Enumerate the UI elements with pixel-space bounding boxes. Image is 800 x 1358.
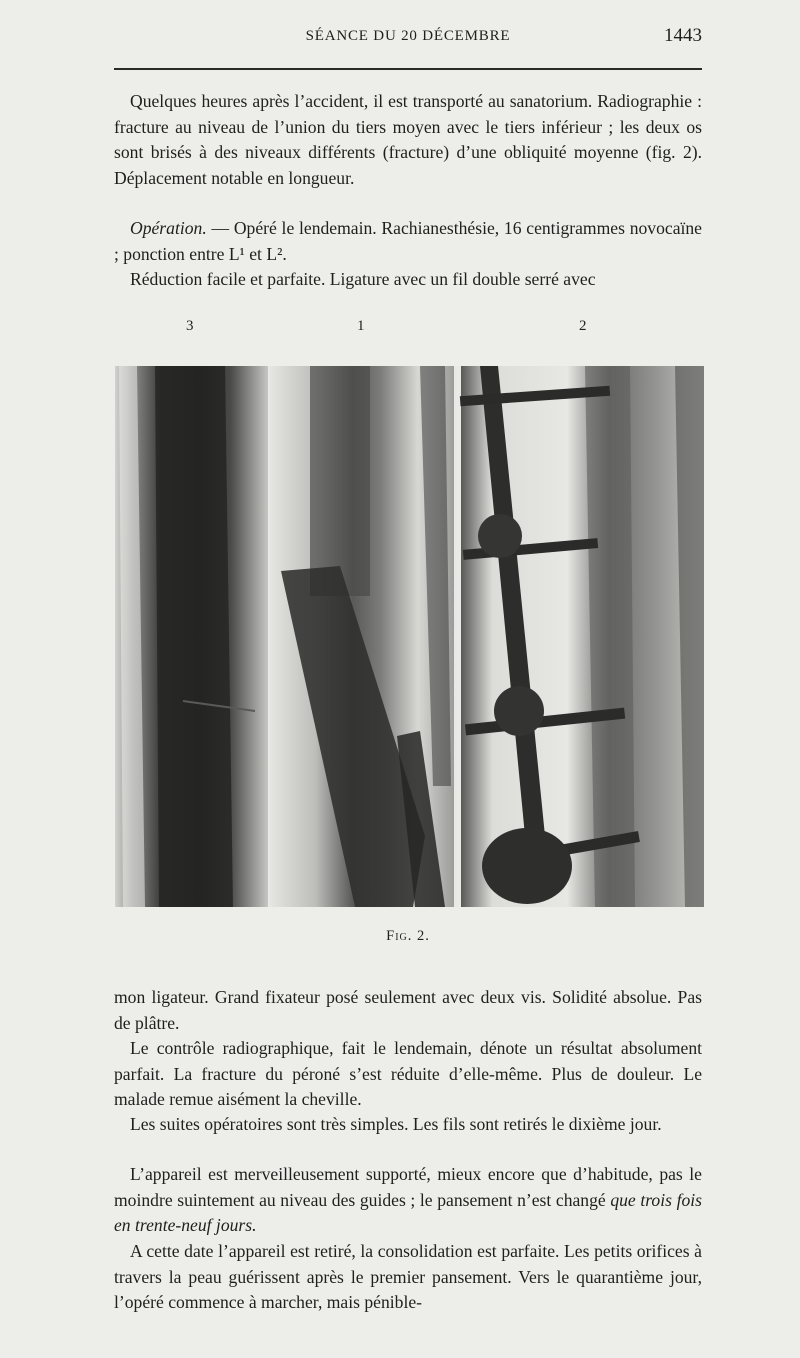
header-rule: [114, 68, 702, 70]
panel-label-3: 3: [186, 318, 194, 334]
operation-label: Opération.: [130, 218, 207, 238]
paragraph-consolidation: A cette date l’appareil est retiré, la consolidation est parfaite. Les petits orifices à travers la peau guérissent après le premier pansement. Vers le quarantième jour, l’opéré commence à marcher, mais pénible-: [114, 1241, 702, 1312]
radiograph-panel-3: [115, 366, 269, 907]
running-header: [114, 25, 702, 51]
paragraph-reduction: Réduction facile et parfaite. Ligature avec un fil double serré avec: [130, 269, 596, 289]
panel-label-2: 2: [579, 318, 587, 334]
paragraph-device-tolerance: [114, 1162, 702, 1239]
panel-label-1: 1: [357, 318, 365, 334]
radiograph-image: [115, 366, 704, 907]
paragraph-ligator: mon ligateur. Grand fixateur posé seulement avec deux vis. Solidité absolue. Pas de plâtre.: [114, 987, 702, 1033]
page-number: 1443: [664, 25, 702, 46]
paragraph-postoperative: Les suites opératoires sont très simples. Les fils sont retirés le dixième jour.: [130, 1114, 662, 1134]
paragraph-operation: [114, 216, 702, 267]
paragraph-radiographic-control: Le contrôle radiographique, fait le lendemain, dénote un résultat absolument parfait. La fracture du péroné s’est réduite d’elle-même. Plus de douleur. Le malade remue aisément la cheville.: [114, 1038, 702, 1109]
radiograph-panel-2: [455, 366, 704, 907]
device-tolerance-italic: que trois fois en trente-neuf jours.: [114, 1189, 702, 1235]
paragraph-accident: Quelques heures après l’accident, il est transporté au sanatorium. Radiographie : fracture au niveau de l’union du tiers moyen avec le tiers inférieur ; les deux os sont brisés à des niveaux différents (fracture) d’une obliquité moyenne (fig. 2). Déplacement notable en longueur.: [114, 91, 702, 188]
figure-caption: Fig. 2.: [386, 928, 430, 944]
radiograph-figure: [115, 366, 704, 907]
header-title: SÉANCE DU 20 DÉCEMBRE: [305, 28, 511, 44]
radiograph-panel-1: [269, 366, 455, 907]
device-tolerance-text: L’appareil est merveilleusement supporté, mieux encore que d’habitude, pas le moindre suintement au niveau des guides ; le pansement n’est changé: [114, 1164, 702, 1210]
operation-text: — Opéré le lendemain. Rachianesthésie, 16 centigrammes novocaïne ; ponction entre L¹ et L².: [114, 218, 702, 264]
figure-panel-labels: [114, 318, 702, 340]
